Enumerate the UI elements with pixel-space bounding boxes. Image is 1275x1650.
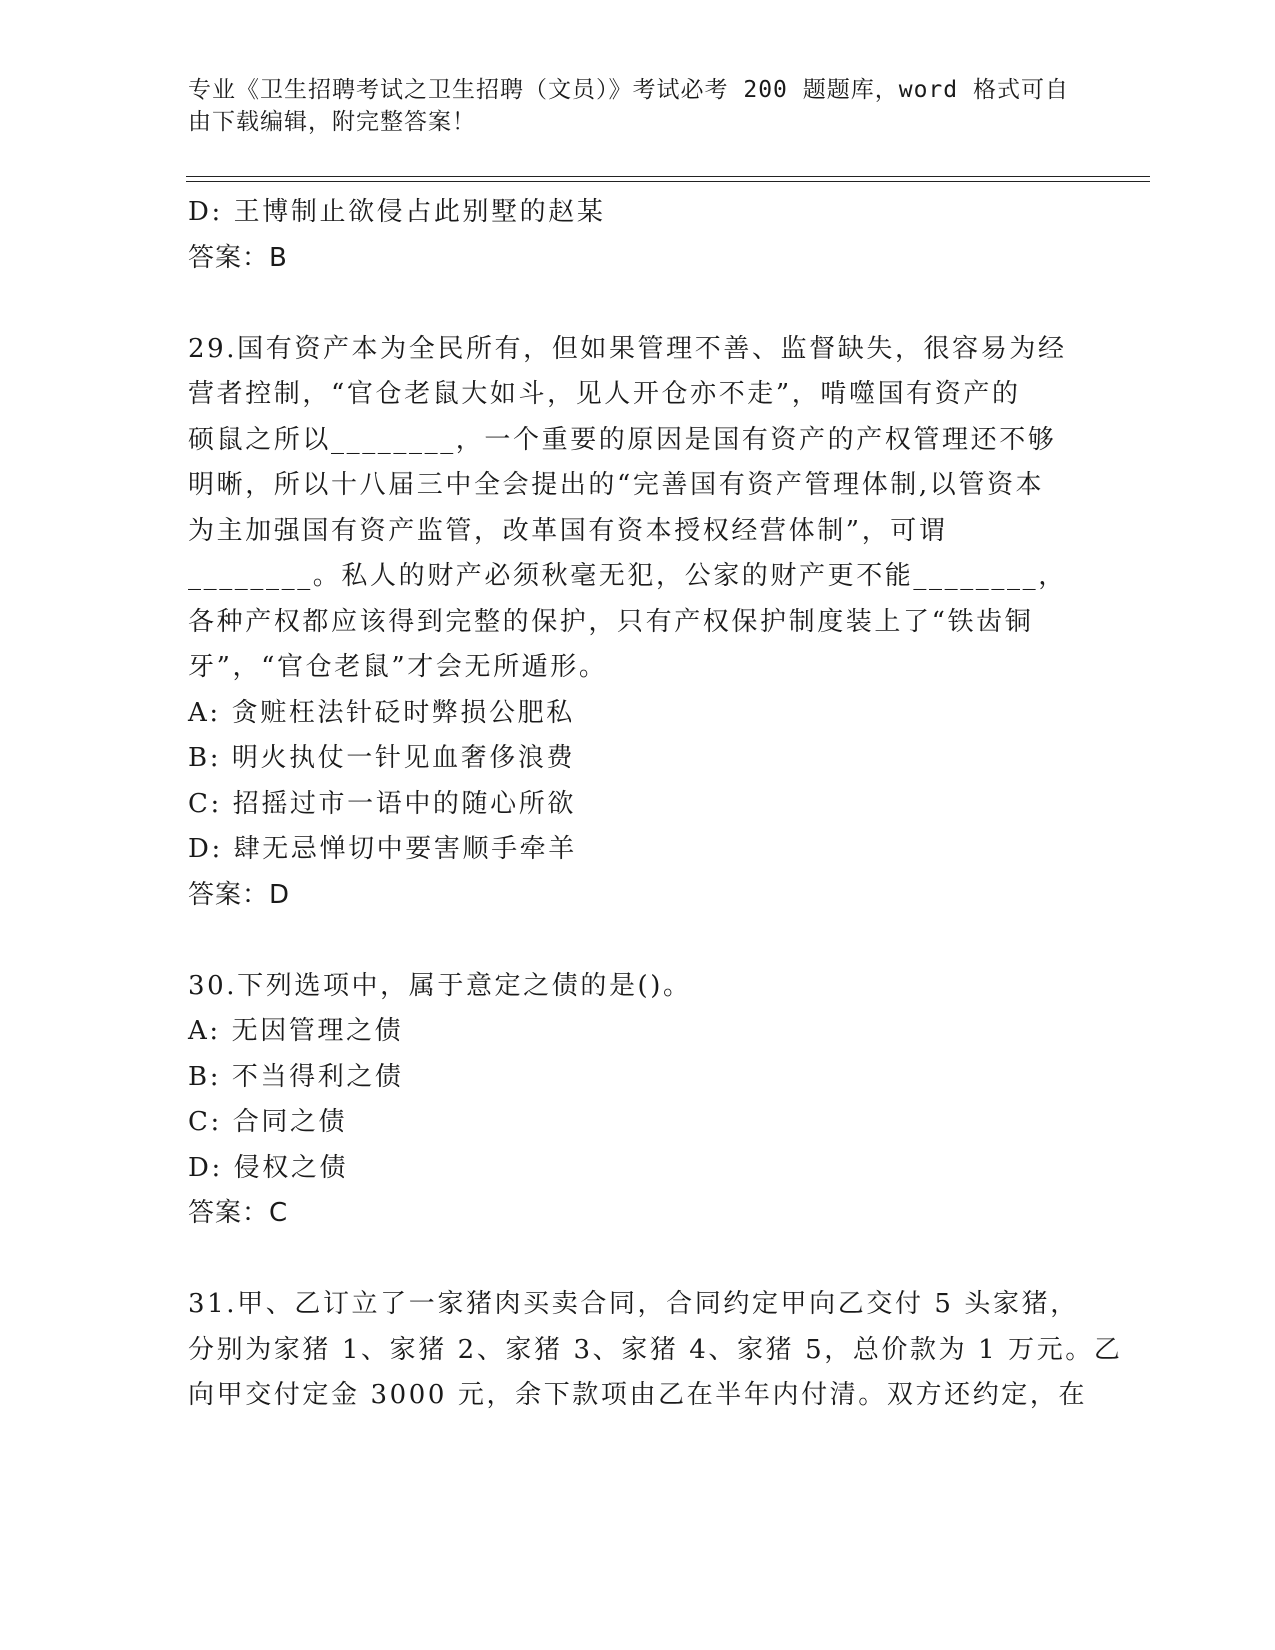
option-b: B: 明火执仗一针见血奢侈浪费 xyxy=(188,743,576,773)
question-stem-line: 明晰，所以十八届三中全会提出的“完善国有资产管理体制,以管资本 xyxy=(188,470,1045,500)
spacer xyxy=(188,1237,1088,1283)
spacer xyxy=(188,281,1088,327)
header-line-2: 由下载编辑，附完整答案！ xyxy=(188,109,476,135)
question-stem-line: 30.下列选项中，属于意定之债的是()。 xyxy=(188,970,692,1001)
option-b: B: 不当得利之债 xyxy=(188,1061,404,1092)
question-31 xyxy=(188,1282,1123,1419)
option-c: C: 招摇过市一语中的随心所欲 xyxy=(188,788,576,819)
answer-line: 答案：D xyxy=(188,879,291,910)
question-stem-line: ________。私人的财产必须秋毫无犯，公家的财产更不能________， xyxy=(188,561,1067,591)
question-29 xyxy=(188,327,1088,919)
question-stem-line: 营者控制，“官仓老鼠大如斗，见人开仓亦不走”，啃噬国有资产的 xyxy=(188,379,1021,409)
question-stem-line: 为主加强国有资产监管，改革国有资本授权经营体制”，可谓 xyxy=(188,515,948,546)
header-line-1: 专业《卫生招聘考试之卫生招聘（文员）》考试必考 200 题题库，word 格式可自 xyxy=(188,77,1069,103)
question-stem-line: 各种产权都应该得到完整的保护，只有产权保护制度装上了“铁齿铜 xyxy=(188,606,1034,637)
answer-line: 答案：C xyxy=(188,1198,289,1228)
question-stem-line: 牙”，“官仓老鼠”才会无所遁形。 xyxy=(188,652,608,682)
question-30 xyxy=(188,964,1088,1237)
question-stem-line: 硕鼠之所以________，一个重要的原因是国有资产的产权管理还不够 xyxy=(188,424,1057,455)
document-header xyxy=(188,74,1068,138)
question-28-tail xyxy=(188,190,1088,281)
document-body xyxy=(188,190,1123,1419)
spacer xyxy=(188,918,1088,964)
option-d: D: 王博制止欲侵占此别墅的赵某 xyxy=(188,197,606,227)
answer-line: 答案：B xyxy=(188,242,288,273)
option-d: D: 侵权之债 xyxy=(188,1152,349,1183)
header-divider-bottom xyxy=(186,181,1150,182)
option-c: C: 合同之债 xyxy=(188,1107,348,1137)
question-stem-line: 向甲交付定金 3000 元，余下款项由乙在半年内付清。双方还约定，在 xyxy=(188,1380,1088,1410)
option-d: D: 肆无忌惮切中要害顺手牵羊 xyxy=(188,834,577,864)
header-divider-top xyxy=(186,176,1150,177)
option-a: A: 无因管理之债 xyxy=(188,1016,404,1046)
option-a: A: 贪赃枉法针砭时弊损公肥私 xyxy=(188,697,575,728)
question-stem-line: 分别为家猪 1、家猪 2、家猪 3、家猪 4、家猪 5，总价款为 1 万元。乙 xyxy=(188,1334,1123,1365)
question-stem-line: 31.甲、乙订立了一家猪肉买卖合同，合同约定甲向乙交付 5 头家猪， xyxy=(188,1289,1079,1319)
question-stem-line: 29.国有资产本为全民所有，但如果管理不善、监督缺失，很容易为经 xyxy=(188,333,1067,364)
